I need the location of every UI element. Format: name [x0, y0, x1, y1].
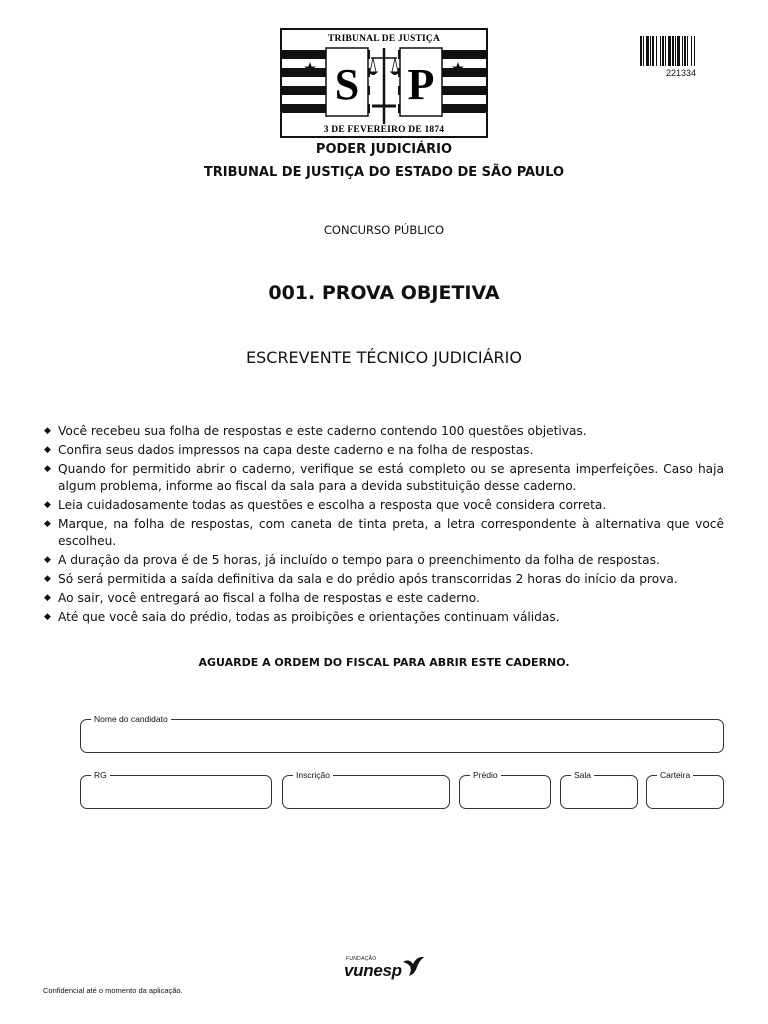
org-line-1: PODER JUDICIÁRIO: [315, 142, 453, 157]
instruction-item: [44, 571, 724, 588]
sala-field[interactable]: [560, 770, 638, 809]
diamond-bullet-icon: ◆: [44, 500, 51, 510]
barcode-bar: [672, 36, 674, 66]
barcode-bar: [660, 36, 661, 66]
rg-label: RG: [91, 769, 110, 781]
instruction-item: [44, 442, 724, 459]
diamond-bullet-icon: ◆: [44, 612, 51, 622]
barcode-bar: [650, 36, 651, 66]
seal-bottom-text: 3 DE FEVEREIRO DE 1874: [323, 125, 445, 135]
predio-label: Prédio: [470, 769, 501, 781]
inscricao-label: Inscrição: [293, 769, 333, 781]
instruction-text: Ao sair, você entregará ao fiscal a folha de respostas e este caderno.: [58, 591, 480, 605]
diamond-bullet-icon: ◆: [44, 555, 51, 565]
candidate-name-label: Nome do candidato: [91, 713, 171, 725]
instruction-item: [44, 516, 724, 550]
barcode-bar: [682, 36, 683, 66]
predio-field[interactable]: [459, 770, 551, 809]
diamond-bullet-icon: ◆: [44, 574, 51, 584]
barcode-bar: [668, 36, 671, 66]
seal-top-text: TRIBUNAL DE JUSTIÇA: [327, 34, 441, 44]
inscricao-field[interactable]: [282, 770, 450, 809]
instruction-item: [44, 552, 724, 569]
barcode-bar: [665, 36, 666, 66]
barcode-bar: [677, 36, 680, 66]
instruction-item: [44, 497, 724, 514]
logo-foundation-text: FUNDAÇÃO: [346, 956, 377, 962]
instruction-text: Marque, na folha de respostas, com caneta de tinta preta, a letra correspondente à alternativa que você escolheu.: [58, 517, 724, 548]
instruction-item: [44, 609, 724, 626]
instruction-text: Você recebeu sua folha de respostas e este caderno contendo 100 questões objetivas.: [58, 424, 587, 438]
instruction-item: [44, 590, 724, 607]
exam-role: ESCREVENTE TÉCNICO JUDICIÁRIO: [246, 348, 522, 367]
barcode-bar: [662, 36, 664, 66]
instruction-text: Até que você saia do prédio, todas as proibições e orientações continuam válidas.: [58, 610, 560, 624]
barcode-bar: [694, 36, 695, 66]
instruction-item: [44, 461, 724, 495]
instruction-text: Só será permitida a saída definitiva da sala e do prédio após transcorridas 2 horas do início da prova.: [58, 572, 678, 586]
instruction-item: [44, 423, 724, 440]
wait-notice: AGUARDE A ORDEM DO FISCAL PARA ABRIR ESTE CADERNO.: [198, 656, 570, 669]
barcode-bar: [643, 36, 644, 66]
barcode-bar: [640, 36, 642, 66]
org-line-2: TRIBUNAL DE JUSTIÇA DO ESTADO DE SÃO PAULO: [203, 165, 565, 180]
scales-icon: [369, 48, 399, 126]
diamond-bullet-icon: ◆: [44, 445, 51, 455]
barcode-bar: [656, 36, 657, 66]
rg-field[interactable]: [80, 770, 272, 809]
diamond-bullet-icon: ◆: [44, 426, 51, 436]
barcode-bar: [646, 36, 649, 66]
bird-icon: [400, 954, 426, 978]
barcode-number: 221334: [665, 68, 697, 78]
diamond-bullet-icon: ◆: [44, 464, 51, 474]
instruction-text: Quando for permitido abrir o caderno, verifique se está completo ou se apresenta imperfeições. Caso haja algum problema, informe ao fiscal da sala para a devida substituição desse caderno.: [58, 462, 724, 493]
seal-letter-s: S: [334, 60, 360, 109]
barcode-bar: [687, 36, 688, 66]
instruction-text: A duração da prova é de 5 horas, já incluído o tempo para o preenchimento da folha de respostas.: [58, 553, 660, 567]
logo-main-text: vunesp: [344, 961, 402, 980]
sala-label: Sala: [571, 769, 594, 781]
diamond-bullet-icon: ◆: [44, 593, 51, 603]
vunesp-logo: [338, 950, 430, 984]
instructions-list: [44, 423, 724, 628]
barcode-bar: [652, 36, 654, 66]
exam-title: 001. PROVA OBJETIVA: [268, 282, 500, 304]
barcode-bar: [691, 36, 692, 66]
carteira-field[interactable]: [646, 770, 724, 809]
barcode-bar: [675, 36, 676, 66]
footer-note: Confidencial até o momento da aplicação.: [43, 986, 183, 995]
court-seal: [280, 28, 488, 138]
seal-letter-p: P: [407, 60, 435, 109]
candidate-name-field[interactable]: [80, 714, 724, 753]
barcode-icon: [640, 36, 722, 70]
exam-type: CONCURSO PÚBLICO: [323, 223, 445, 237]
carteira-label: Carteira: [657, 769, 693, 781]
instruction-text: Leia cuidadosamente todas as questões e escolha a resposta que você considera correta.: [58, 498, 607, 512]
barcode-bar: [684, 36, 686, 66]
instruction-text: Confira seus dados impressos na capa deste caderno e na folha de respostas.: [58, 443, 534, 457]
diamond-bullet-icon: ◆: [44, 519, 51, 529]
